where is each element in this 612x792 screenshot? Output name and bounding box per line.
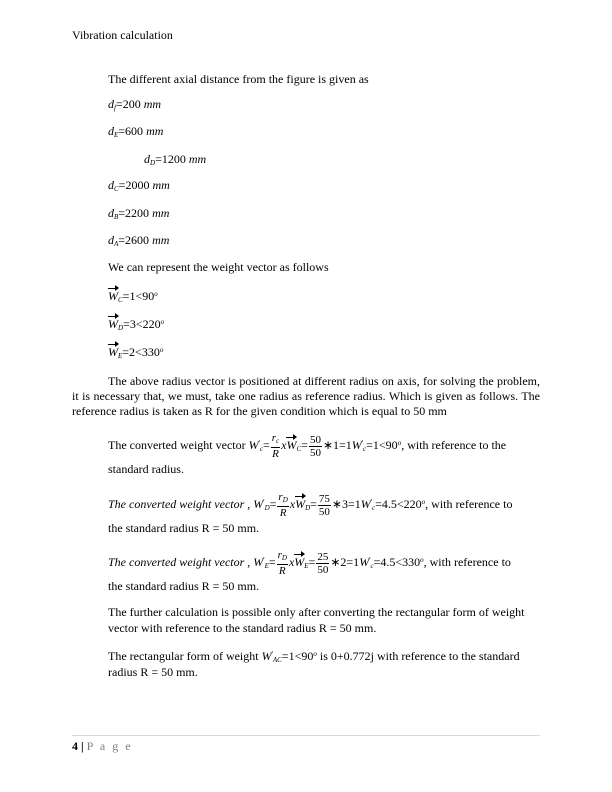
rectangular-form-line1: The rectangular form of weight $W'_{AC}=1<90^o$ is 0+0.772j with reference to the standard xyxy=(108,649,520,664)
distance-a: $d_A=2600$ mm xyxy=(108,233,170,248)
rectangular-form-line2: radius R = 50 mm. xyxy=(108,665,198,679)
page-label: P a g e xyxy=(86,739,133,753)
weight-vector-d: $W_D=3<220^o$ xyxy=(108,317,165,332)
radius-fraction: $\frac{r_c}{R}$ xyxy=(271,432,280,460)
ratio-fraction: $\frac{50}{50}$ xyxy=(309,433,321,459)
page-number: 4 xyxy=(72,739,78,753)
footer-separator: | xyxy=(81,739,84,753)
page-header-title: Vibration calculation xyxy=(72,28,173,42)
converted-weight-c: The converted weight vector $W'_c=$ $\frac{r_c}{R}$ $xW_C=$ $\frac{50}{50}$ $∗1=1W'_c=1<90^o$, with reference to the xyxy=(108,432,507,460)
distance-e: $d_E=600$ mm xyxy=(108,124,164,139)
radius-paragraph: The above radius vector is positioned at different radius on axis, for solving the problem, it is necessary that, we must, take one radius as reference radius. Which is given as follows. The reference radius is taken as R for the given condition which is equal to 50 mm xyxy=(72,374,540,418)
weight-intro-text: We can represent the weight vector as follows xyxy=(108,260,329,274)
footer-divider xyxy=(72,735,540,736)
converted-weight-c-line2: standard radius. xyxy=(108,462,184,476)
further-calc-line2: vector with reference to the standard radius R = 50 mm. xyxy=(108,621,377,635)
weight-vector-e: $W_E=2<330^o$ xyxy=(108,345,164,360)
weight-vector-c: $W_C=1<90^o$ xyxy=(108,289,158,304)
distance-f: $d_f=200$ mm xyxy=(108,97,162,112)
page-footer xyxy=(72,739,133,754)
further-calc-line1: The further calculation is possible only after converting the rectangular form of weight xyxy=(108,605,525,619)
intro-text: The different axial distance from the figure is given as xyxy=(108,72,369,86)
distance-d: $d_D=1200$ mm xyxy=(144,152,207,167)
converted-weight-e-line2: the standard radius R = 50 mm. xyxy=(108,579,260,593)
ratio-fraction: $\frac{25}{50}$ xyxy=(317,550,329,576)
converted-weight-d-line2: the standard radius R = 50 mm. xyxy=(108,521,260,535)
converted-weight-e: The converted weight vector , $W'_E=$ $\frac{r_D}{R}$ $xW_E=$ $\frac{25}{50}$ $∗2=1W'_c=4.5<330^o$, with reference to xyxy=(108,549,511,577)
radius-fraction: $\frac{r_D}{R}$ xyxy=(278,491,288,519)
distance-c: $d_C=2000$ mm xyxy=(108,178,170,193)
radius-fraction: $\frac{r_D}{R}$ xyxy=(277,549,287,577)
ratio-fraction: $\frac{75}{50}$ xyxy=(318,492,330,518)
distance-b: $d_B=2200$ mm xyxy=(108,206,170,221)
converted-weight-d: The converted weight vector , $W'_D=$ $\frac{r_D}{R}$ $xW_D=$ $\frac{75}{50}$ $∗3=1W'_c=4.5<220^o$, with reference to xyxy=(108,491,513,519)
